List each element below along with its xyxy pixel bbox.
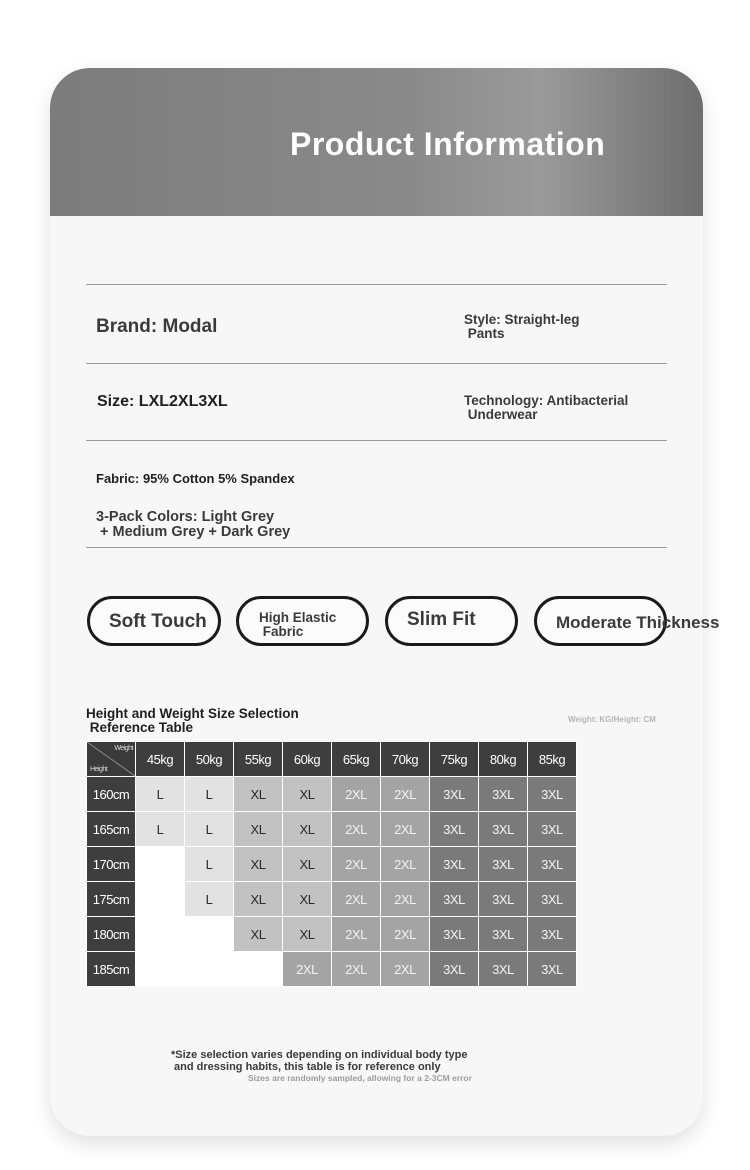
size-cell: 2XL	[283, 952, 332, 987]
weight-header: 45kg	[136, 742, 185, 777]
size-cell: XL	[234, 777, 283, 812]
technology-text: Technology: Antibacterial Underwear	[464, 393, 629, 423]
table-row	[87, 917, 577, 952]
size-cell: 3XL	[528, 952, 577, 987]
size-cell: 3XL	[479, 952, 528, 987]
height-header: 180cm	[87, 917, 136, 952]
size-cell: 2XL	[332, 812, 381, 847]
size-cell: 2XL	[332, 847, 381, 882]
weight-header: 50kg	[185, 742, 234, 777]
height-header: 165cm	[87, 812, 136, 847]
size-cell: 2XL	[332, 917, 381, 952]
divider	[86, 440, 667, 441]
size-text: Size: LXL2XL3XL	[97, 393, 228, 410]
feature-high-elastic: High Elastic Fabric	[236, 596, 369, 646]
size-cell: 3XL	[528, 882, 577, 917]
fabric-text: Fabric: 95% Cotton 5% Spandex	[96, 471, 295, 486]
size-cell: XL	[234, 812, 283, 847]
size-cell: 3XL	[479, 917, 528, 952]
size-cell: XL	[283, 917, 332, 952]
size-cell: 2XL	[381, 812, 430, 847]
height-header: 185cm	[87, 952, 136, 987]
weight-header: 70kg	[381, 742, 430, 777]
size-cell: 2XL	[381, 917, 430, 952]
footer-sub-note: Sizes are randomly sampled, allowing for a 2-3CM error	[248, 1073, 472, 1083]
size-cell: XL	[234, 917, 283, 952]
table-row	[87, 777, 577, 812]
size-cell: XL	[283, 882, 332, 917]
table-row	[87, 882, 577, 917]
height-header: 170cm	[87, 847, 136, 882]
size-cell	[185, 917, 234, 952]
size-cell: XL	[283, 812, 332, 847]
table-row	[87, 952, 577, 987]
divider	[86, 363, 667, 364]
size-cell: XL	[234, 882, 283, 917]
size-cell: L	[185, 882, 234, 917]
size-cell: 3XL	[528, 917, 577, 952]
colors-text: 3-Pack Colors: Light Grey + Medium Grey + Dark Grey	[96, 509, 291, 541]
divider	[86, 284, 667, 285]
size-cell: XL	[283, 777, 332, 812]
size-cell: 2XL	[381, 882, 430, 917]
size-cell: 2XL	[381, 847, 430, 882]
weight-header: 55kg	[234, 742, 283, 777]
feature-slim-fit: Slim Fit	[385, 596, 518, 646]
size-cell: 3XL	[430, 812, 479, 847]
weight-header: 75kg	[430, 742, 479, 777]
size-cell: 3XL	[479, 882, 528, 917]
feature-moderate-thickness: Moderate Thickness	[534, 596, 667, 646]
table-row	[87, 812, 577, 847]
size-table-unit-note: Weight: KG/Height: CM	[568, 715, 656, 724]
size-cell: 3XL	[528, 777, 577, 812]
brand-text: Brand: Modal	[96, 316, 218, 337]
size-cell	[136, 917, 185, 952]
size-cell	[136, 952, 185, 987]
header-banner	[50, 68, 703, 216]
size-cell: L	[185, 847, 234, 882]
table-corner	[87, 742, 136, 777]
size-cell: L	[136, 777, 185, 812]
feature-soft-touch: Soft Touch	[87, 596, 221, 646]
style-text: Style: Straight-leg Pants	[464, 312, 580, 342]
page-title: Product Information	[290, 126, 606, 162]
corner-height-label: Height	[90, 766, 108, 773]
size-cell: 2XL	[381, 777, 430, 812]
size-cell: 3XL	[430, 952, 479, 987]
size-cell: 2XL	[332, 777, 381, 812]
divider	[86, 547, 667, 548]
size-cell: 3XL	[528, 812, 577, 847]
table-row	[87, 847, 577, 882]
size-cell: 3XL	[430, 882, 479, 917]
weight-header: 65kg	[332, 742, 381, 777]
size-cell	[136, 847, 185, 882]
size-table-title: Height and Weight Size Selection Reference Table	[86, 706, 299, 736]
size-cell: 3XL	[430, 777, 479, 812]
size-cell: 3XL	[479, 812, 528, 847]
size-cell: 2XL	[332, 882, 381, 917]
size-cell	[185, 952, 234, 987]
size-table	[86, 741, 577, 987]
size-cell: L	[185, 777, 234, 812]
size-cell: L	[136, 812, 185, 847]
size-cell	[234, 952, 283, 987]
weight-header: 60kg	[283, 742, 332, 777]
size-cell: 2XL	[332, 952, 381, 987]
size-cell: 3XL	[430, 917, 479, 952]
size-cell: 3XL	[479, 777, 528, 812]
size-cell	[136, 882, 185, 917]
size-cell: 3XL	[479, 847, 528, 882]
height-header: 160cm	[87, 777, 136, 812]
size-cell: 3XL	[528, 847, 577, 882]
weight-header: 85kg	[528, 742, 577, 777]
weight-header: 80kg	[479, 742, 528, 777]
corner-weight-label: Weight	[114, 745, 133, 752]
size-cell: 3XL	[430, 847, 479, 882]
size-cell: L	[185, 812, 234, 847]
size-cell: XL	[283, 847, 332, 882]
footer-note: *Size selection varies depending on individual body type and dressing habits, this table is for reference only	[171, 1049, 468, 1073]
size-cell: XL	[234, 847, 283, 882]
size-cell: 2XL	[381, 952, 430, 987]
height-header: 175cm	[87, 882, 136, 917]
